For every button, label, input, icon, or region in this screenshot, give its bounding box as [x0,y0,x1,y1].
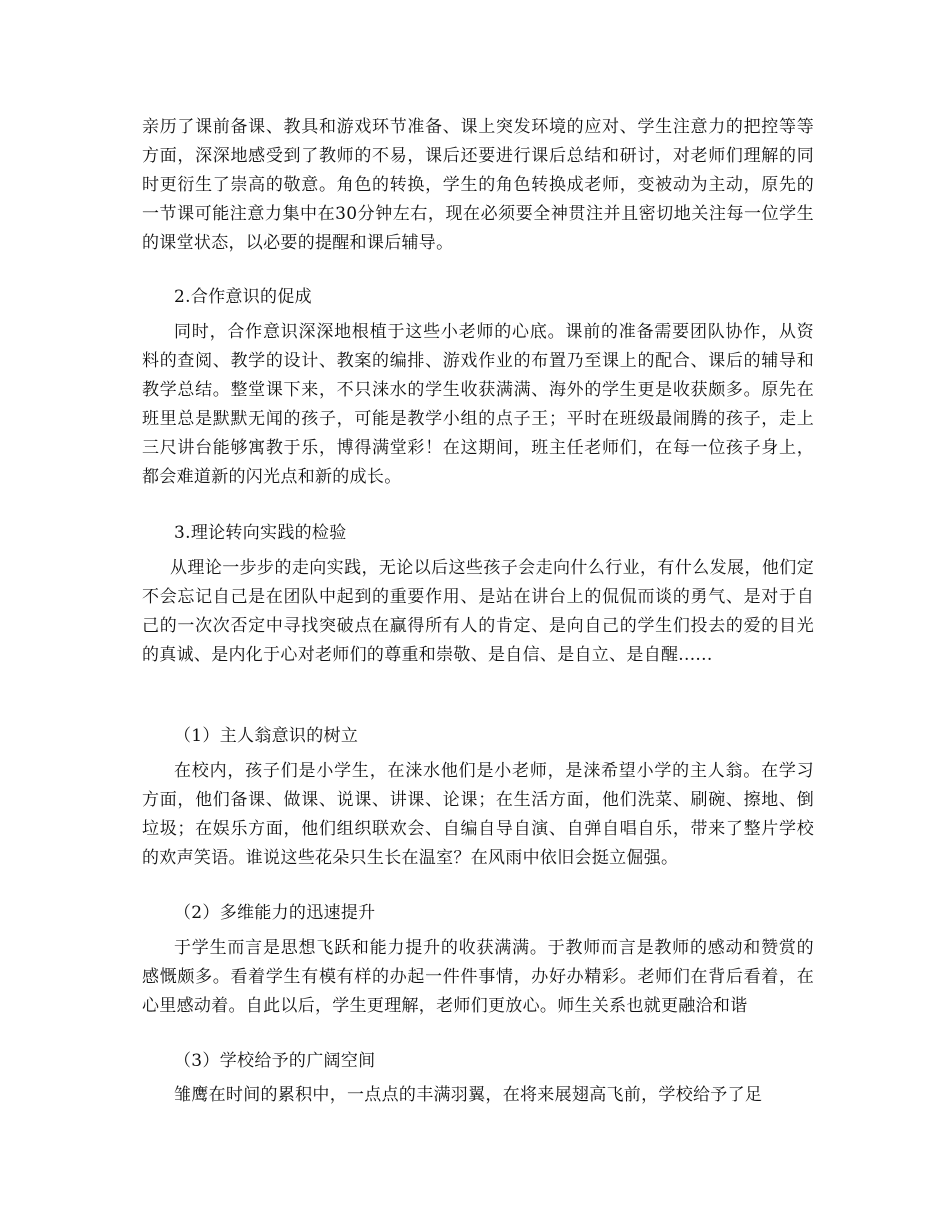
heading-abilities: （2）多维能力的迅速提升 [174,903,376,923]
paragraph-abilities: 于学生而言是思想飞跃和能力提升的收获满满。于教师而言是教师的感动和赞赏的感慨颇多。看着学生有模有样的办起一件件事情，办好办精彩。老师们在背后看着，在心里感动着。自此以后，学生更理解，老师们更放心。师生关系也就更融洽和谐 [142,938,814,1016]
paragraph-ownership: 在校内，孩子们是小学生，在涞水他们是小老师，是涞希望小学的主人翁。在学习方面，他们备课、做课、说课、讲课、论课；在生活方面，他们洗菜、刷碗、擦地、倒垃圾；在娱乐方面，他们组织联欢会、自编自导自演、自弹自唱自乐，带来了整片学校的欢声笑语。谁说这些花朵只生长在温室？在风雨中依旧会挺立倔强。 [142,761,814,868]
paragraph-role-change: 亲历了课前备课、教具和游戏环节准备、课上突发环境的应对、学生注意力的把控等等方面，深深地感受到了教师的不易，课后还要进行课后总结和研讨，对老师们理解的同时更衍生了崇高的敬意。角色的转换，学生的角色转换成老师，变被动为主动，原先的一节课可能注意力集中在30分钟左右，现在必须要全神贯注并且密切地关注每一位学生的课堂状态，以必要的提醒和课后辅导。 [142,117,814,253]
paragraph-cooperation: 同时，合作意识深深地根植于这些小老师的心底。课前的准备需要团队协作，从资料的查阅、教学的设计、教案的编排、游戏作业的布置乃至课上的配合、课后的辅导和教学总结。整堂课下来，不只涞水的学生收获满满、海外的学生更是收获颇多。原先在班里总是默默无闻的孩子，可能是教学小组的点子王；平时在班级最闹腾的孩子，走上三尺讲台能够寓教于乐，博得满堂彩！在这期间，班主任老师们，在每一位孩子身上，都会难道新的闪光点和新的成长。 [142,322,814,487]
heading-ownership: （1）主人翁意识的树立 [174,726,359,746]
heading-cooperation: 2.合作意识的促成 [174,287,312,307]
paragraph-theory-practice: 从理论一步步的走向实践，无论以后这些孩子会走向什么行业，有什么发展，他们定不会忘记自己是在团队中起到的重要作用、是站在讲台上的侃侃而谈的勇气、是对于自己的一次次否定中寻找突破点在赢得所有人的肯定、是向自己的学生们投去的爱的目光的真诚、是内化于心对老师们的尊重和崇敬、是自信、是自立、是自醒...... [142,558,814,665]
paragraph-school-space: 雏鹰在时间的累积中，一点点的丰满羽翼，在将来展翅高飞前，学校给予了足 [174,1085,763,1105]
heading-school-space: （3）学校给予的广阔空间 [174,1051,376,1071]
heading-theory-practice: 3.理论转向实践的检验 [174,523,347,543]
